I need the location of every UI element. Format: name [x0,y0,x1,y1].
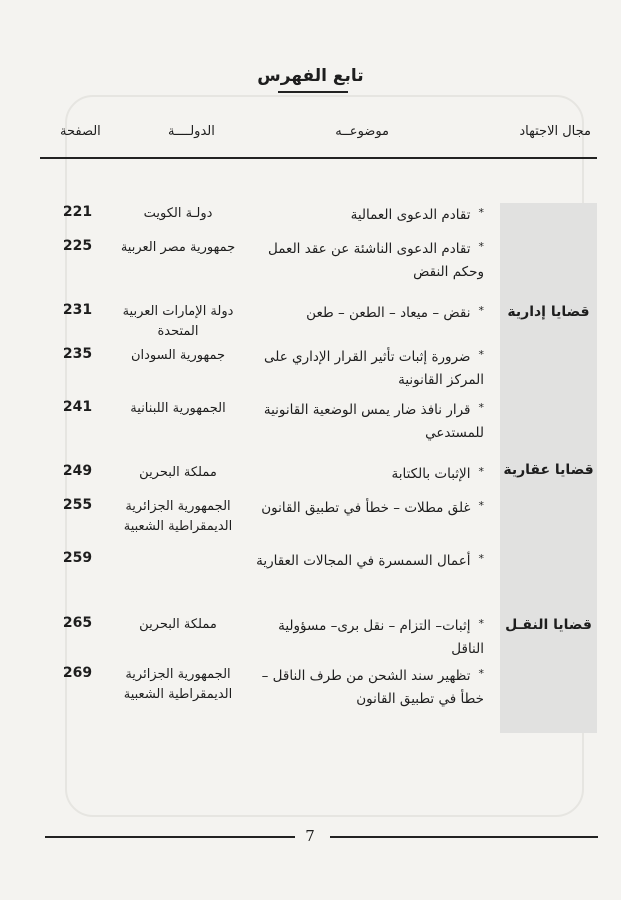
index-entry [0,615,621,655]
entry-country: الجمهورية الجزائرية الديمقراطية الشعبية [123,667,233,702]
entry-country: الجمهورية اللبنانية [130,401,226,416]
entry-page: 255 [62,497,93,513]
index-entry [0,346,621,386]
entry-page: 269 [62,665,93,681]
entry-page: 221 [62,204,93,220]
entry-subject: *ضرورة إثبات تأثير القرار الإداري على المركز القانونية [263,348,484,388]
entry-subject: *غلق مطلات – خطأ في تطبيق القانون [261,499,484,516]
entry-page: 259 [62,550,93,566]
index-entry [0,497,621,537]
entry-subject: *الإثبات بالكتابة [391,465,484,482]
title-underline [278,91,348,93]
entry-country: جمهورية السودان [130,348,226,363]
entry-country: جمهورية مصر العربية [120,240,236,255]
entry-page: 231 [62,302,93,318]
entry-page: 235 [62,346,93,362]
index-entry [0,665,621,705]
entry-subject: *قرار نافذ ضار يمس الوضعية القانونية للمستدعي [263,401,484,441]
header-field: مجال الاجتهاد [519,124,591,139]
entry-page: 241 [62,399,93,415]
entry-page: 265 [62,615,93,631]
entry-country: مملكة البحرين [139,617,217,632]
header-country: الدولــــة [168,124,215,139]
entry-subject: *تظهير سند الشحن من طرف الناقل – خطأ في تطبيق القانون [261,667,484,707]
entry-subject: *نقض – ميعاد – الطعن – طعن [306,304,484,321]
entry-subject: *أعمال السمسرة في المجالات العقارية [256,552,484,569]
entry-country: الجمهورية الجزائرية الديمقراطية الشعبية [123,499,233,534]
entry-country: مملكة البحرين [139,465,217,480]
category-administrative: قضايا إدارية [507,304,590,320]
entry-country: دولـة الكويت [143,206,213,221]
header-page: الصفحة [60,124,101,139]
index-entry [0,550,621,590]
page-title: تابع الفهرس [257,66,364,86]
index-entry [0,399,621,439]
entry-subject: *إثبات– التزام – نقل برى– مسؤولية الناقل [278,617,484,657]
footer-rule-right [330,836,598,838]
entry-subject: *تقادم الدعوى العمالية [350,206,484,223]
entry-country: دولة الإمارات العربية المتحدة [122,304,234,339]
footer-rule-left [45,836,295,838]
page-number: 7 [305,827,315,845]
index-entry [0,302,621,342]
entry-page: 249 [62,463,93,479]
category-real-estate: قضايا عقارية [503,462,594,478]
entry-subject: *تقادم الدعوى الناشئة عن عقد العمل وحكم النقض [268,240,484,280]
category-transport: قضايا النقـل [505,617,592,633]
index-entry [0,238,621,278]
header-rule [40,157,597,159]
entry-page: 225 [62,238,93,254]
header-subject: موضوعــه [335,124,389,139]
